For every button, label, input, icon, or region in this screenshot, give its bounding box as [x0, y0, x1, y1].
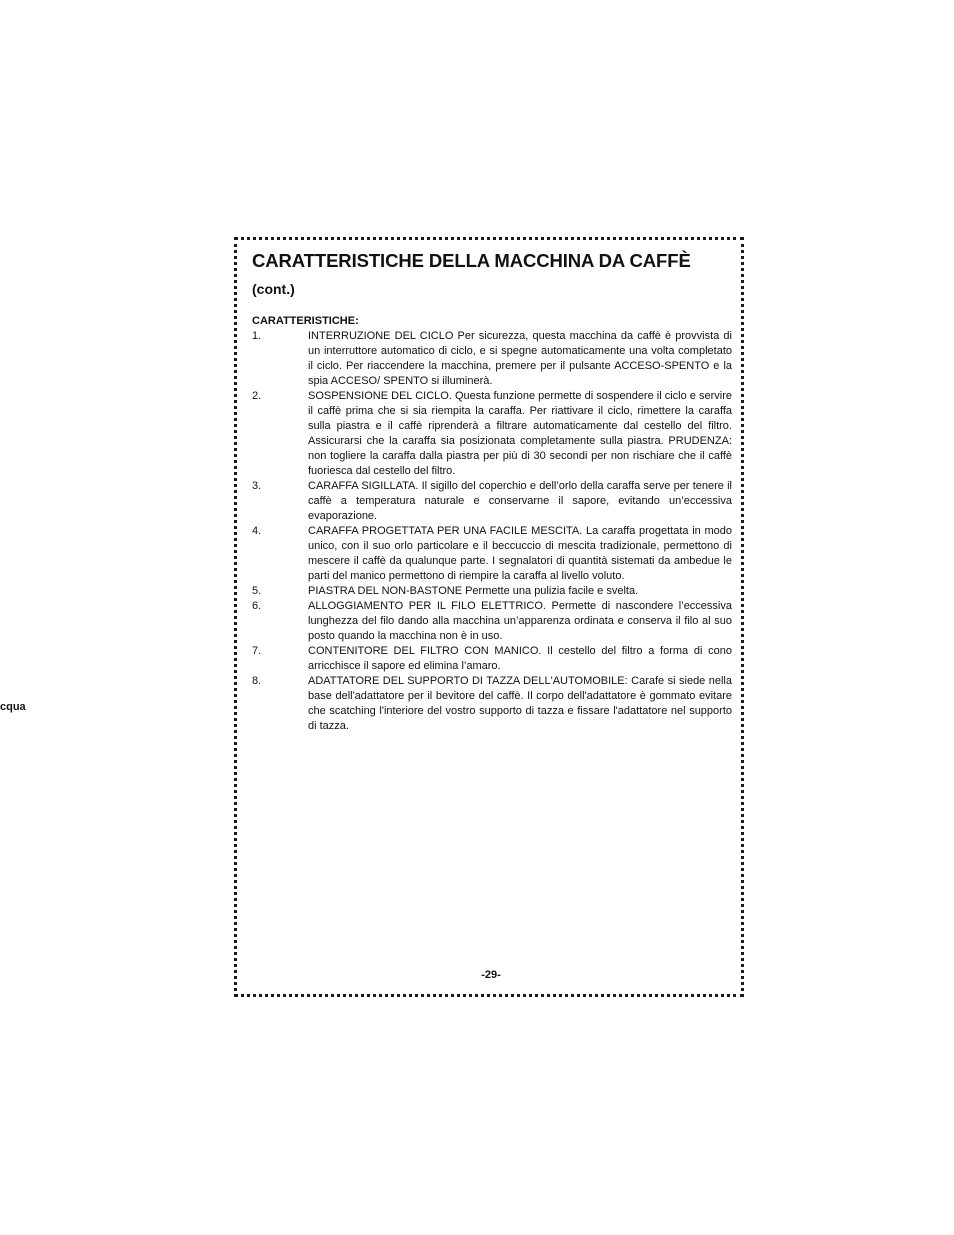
list-item: [252, 329, 732, 389]
list-item: [252, 524, 732, 584]
list-item-number: 6.: [252, 600, 262, 612]
list-item-text: ADATTATORE DEL SUPPORTO DI TAZZA DELL'AUTOMOBILE: Carafe si siede nella base dell'adattatore per il bevitore del caffè. Il corpo dell'adattatore è gommato evitare che scatching l'interiore del vostro supporto di tazza e fissare l'adattatore nel supporto di tazza.: [308, 675, 732, 732]
page-subtitle: (cont.): [252, 281, 295, 297]
page-content: [252, 247, 732, 734]
list-item-number: 2.: [252, 390, 262, 402]
page-number-container: [0, 968, 954, 982]
list-item: [252, 674, 732, 734]
list-item-text: SOSPENSIONE DEL CICLO. Questa funzione permette di sospendere il ciclo e servire il caffè prima che si sia riempita la caraffa. Per riattivare il ciclo, rimettere la caraffa sulla piastra e il caffè riprenderà a filtrare automaticamente dal cestello del filtro. Assicurarsi che la caraffa sia posizionata completamente sulla piastra. PRUDENZA: non togliere la caraffa dalla piastra per più di 30 secondi per non rischiare che il caffè fuoriesca dal cestello del filtro.: [308, 390, 732, 477]
features-list: [252, 329, 732, 734]
list-item: [252, 584, 732, 599]
list-item-number: 5.: [252, 585, 262, 597]
list-item-number: 3.: [252, 480, 262, 492]
list-item-number: 7.: [252, 645, 262, 657]
list-item-text: ALLOGGIAMENTO PER IL FILO ELETTRICO. Permette di nascondere l’eccessiva lunghezza del filo dando alla macchina un’apparenza ordinata e conserva il filo al suo posto quando la macchina non è in uso.: [308, 600, 732, 642]
cropped-margin-text: cqua: [0, 701, 26, 713]
list-item-number: 8.: [252, 675, 262, 687]
list-item-text: CONTENITORE DEL FILTRO CON MANICO. Il cestello del filtro a forma di cono arricchisce il sapore ed elimina l’amaro.: [308, 645, 732, 672]
list-item: [252, 389, 732, 479]
list-item: [252, 599, 732, 644]
list-item-text: INTERRUZIONE DEL CICLO Per sicurezza, questa macchina da caffè è provvista di un interruttore automatico di ciclo, e si spegne automaticamente una volta completato il ciclo. Per riaccendere la macchina, premere per il pulsante ACCESO-SPENTO e la spia ACCESO/ SPENTO si illuminerà.: [308, 330, 732, 387]
page-title: CARATTERISTICHE DELLA MACCHINA DA CAFFÈ: [252, 250, 691, 271]
page-number: -29-: [481, 969, 501, 981]
list-item-text: CARAFFA PROGETTATA PER UNA FACILE MESCITA. La caraffa progettata in modo unico, con il suo orlo particolare e il beccuccio di mescita tradizionale, permettono di mescere il caffè da qualunque parte. I segnalatori di quantità sistemati da ambedue le parti del manico permettono di riempire la caraffa al livello voluto.: [308, 525, 732, 582]
list-item-number: 4.: [252, 525, 262, 537]
list-item-text: PIASTRA DEL NON-BASTONE Permette una pulizia facile e svelta.: [308, 585, 639, 597]
list-item-number: 1.: [252, 330, 262, 342]
section-label: CARATTERISTICHE:: [252, 315, 359, 327]
list-item: [252, 644, 732, 674]
list-item-text: CARAFFA SIGILLATA. Il sigillo del coperchio e dell’orlo della caraffa serve per tenere il caffè a temperatura naturale e conservarne il sapore, evitando un’eccessiva evaporazione.: [308, 480, 732, 522]
list-item: [252, 479, 732, 524]
